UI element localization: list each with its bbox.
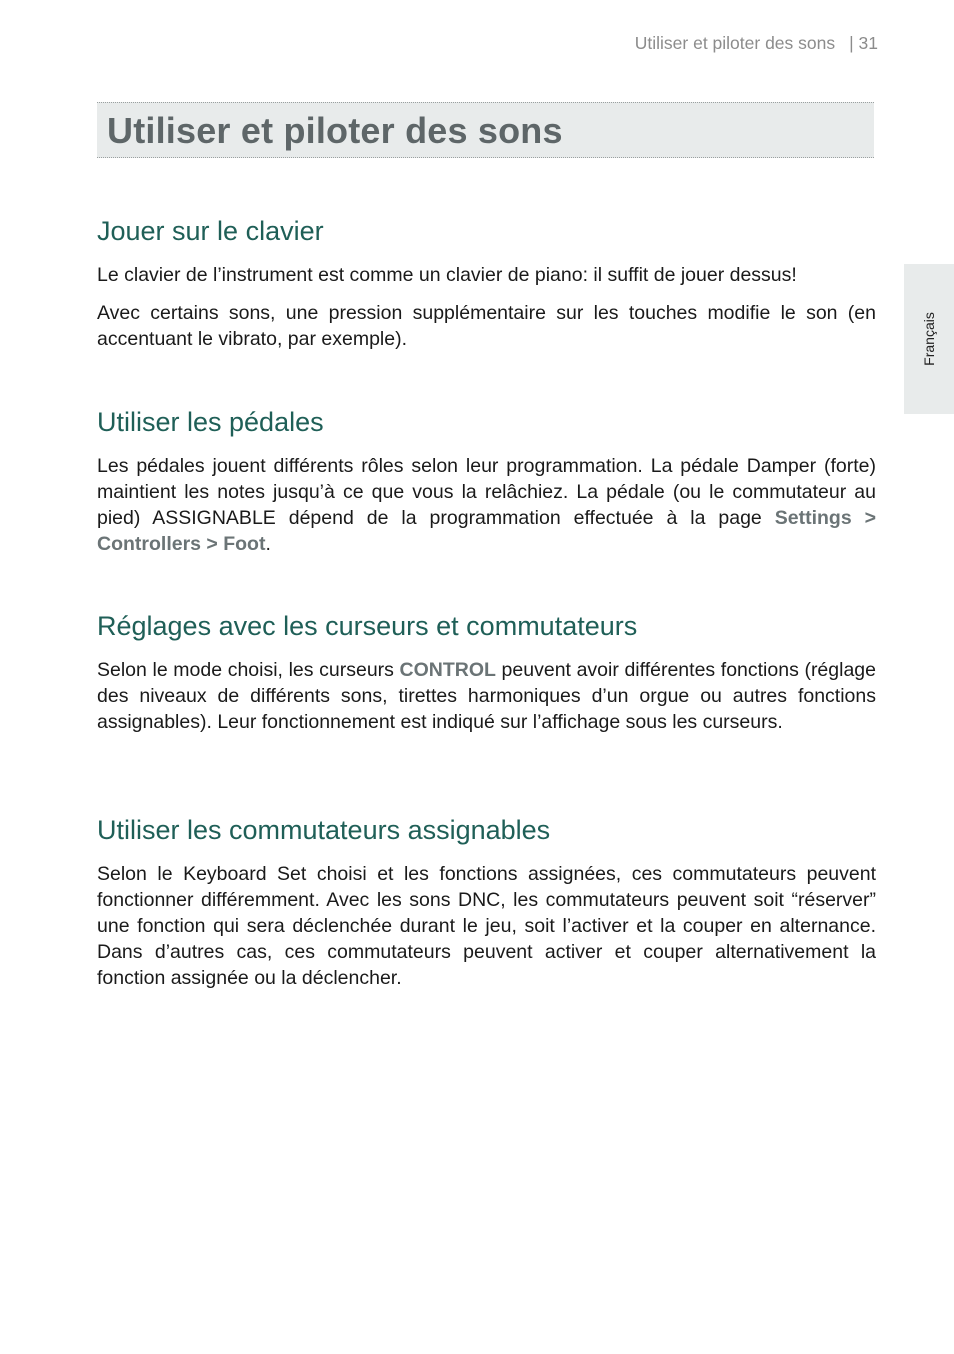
paragraph: Avec certains sons, une pression supplémentaire sur les touches modifie le son (en accentuant le vibrato, par exemple). xyxy=(97,302,876,350)
section-heading: Utiliser les pédales xyxy=(97,407,324,437)
menu-path: Settings > Controllers > Foot xyxy=(97,507,876,555)
language-tab-label: Français xyxy=(921,312,937,366)
paragraph-text: Selon le mode choisi, les curseurs xyxy=(97,659,400,681)
language-tab xyxy=(904,264,954,414)
paragraph xyxy=(97,657,876,735)
running-title: Utiliser et piloter des sons xyxy=(634,33,836,53)
section-keyboard xyxy=(97,214,876,364)
paragraph-text: Les pédales jouent différents rôles selon leur programmation. La pédale Damper (forte) maintient les notes jusqu’à ce que vous la relâchiez. La pédale (ou le commutateur au pied) ASSIGNABLE dépend de la programmation effectuée à la page xyxy=(97,455,876,529)
running-header xyxy=(560,33,878,54)
paragraph: Selon le Keyboard Set choisi et les fonctions assignées, ces commutateurs peuvent fonctionner différemment. Avec les sons DNC, les commutateurs peuvent soit “réserver” une fonction qui sera déclenchée durant le jeu, soit l’activer et la couper en alternance. Dans d’autres cas, ces commutateurs peuvent activer et couper alternativement la fonction assignée ou la déclencher. xyxy=(97,863,876,989)
chapter-title: Utiliser et piloter des sons xyxy=(107,110,563,151)
section-heading: Utiliser les commutateurs assignables xyxy=(97,815,551,845)
page-number: | 31 xyxy=(849,33,878,53)
section-heading: Jouer sur le clavier xyxy=(97,216,324,246)
section-assignable-switches xyxy=(97,813,876,1003)
section-pedals xyxy=(97,405,876,569)
control-label: CONTROL xyxy=(399,659,496,681)
section-sliders xyxy=(97,609,876,747)
paragraph-end: peuvent avoir différentes fonctions (réglage des niveaux de différents sons, tirettes harmoniques d’un orgue ou autres fonctions assignables). Leur fonctionnement est indiqué sur l’affichage sous les curseurs. xyxy=(97,659,876,733)
section-heading: Réglages avec les curseurs et commutateurs xyxy=(97,611,638,641)
chapter-title-band xyxy=(97,102,874,158)
paragraph-end: . xyxy=(265,533,271,555)
paragraph: Le clavier de l’instrument est comme un clavier de piano: il suffit de jouer dessus! xyxy=(97,264,797,286)
paragraph xyxy=(97,453,876,557)
